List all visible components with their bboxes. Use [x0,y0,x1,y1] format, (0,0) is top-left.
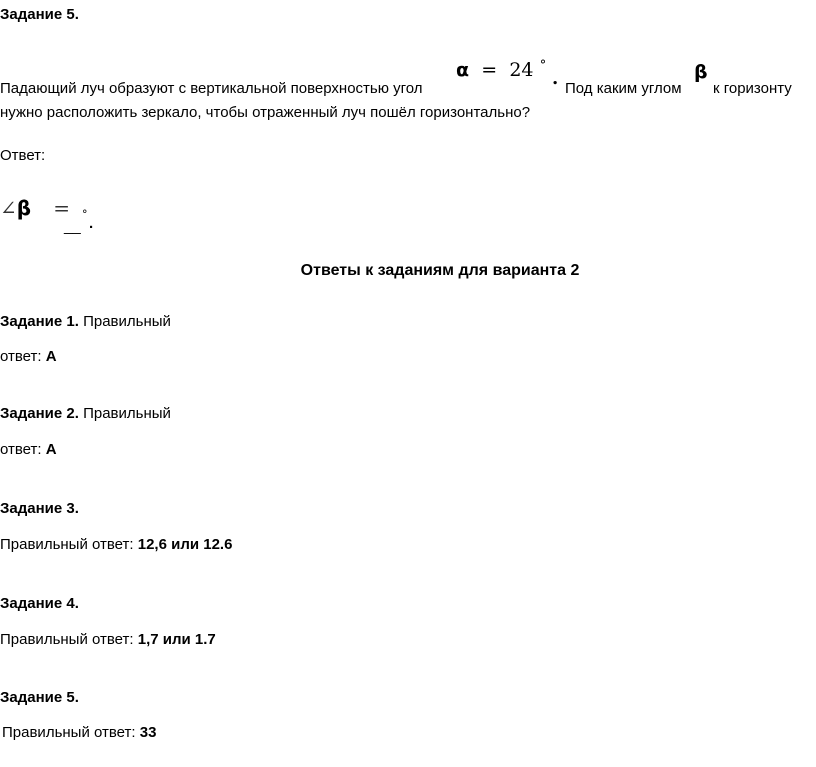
alpha-formula [456,58,546,85]
answer-formula [0,195,70,224]
answer-item-3-heading: Задание 3. [0,500,79,517]
answer-item-5-line [2,724,156,742]
answer-item-5-heading: Задание 5. [0,689,79,706]
alpha-symbol: α [456,59,470,81]
task5-text-line2: нужно расположить зеркало, чтобы отраженный луч пошёл горизонтально? [0,104,531,121]
answer-item-1-line1 [0,313,171,331]
answer-degree: ° [82,208,88,221]
answer-item-2-line1 [0,405,171,423]
angle-symbol: ∠ [0,196,17,220]
answer-item-3-value: 12,6 или 12.6 [137,536,233,553]
task5-text-part1: Падающий луч образуют с вертикальной поверхностью угол [0,80,423,97]
answer-item-1-line2 [0,348,57,366]
answer-item-4-label: Правильный ответ: [0,631,134,648]
task5-text-part3: к горизонту [713,80,792,97]
answer-item-2-text: Правильный [83,405,171,422]
answer-dot: . [89,215,94,232]
answer-item-1-heading: Задание 1. [0,313,79,330]
answer-item-4-heading: Задание 4. [0,595,79,612]
answers-title: Ответы к заданиям для варианта 2 [300,262,580,279]
answer-item-1-value: А [45,348,57,365]
answer-item-5-label: Правильный ответ: [2,724,136,741]
answer-label: Ответ: [0,147,46,164]
answer-blank: __ [64,218,81,235]
alpha-value: 24 [509,59,534,81]
alpha-dot: . [552,68,559,89]
answer-item-2-value: А [45,441,57,458]
answer-equals: = [53,196,71,220]
answer-beta-symbol: β [16,196,32,220]
answer-item-2-label: ответ: [0,441,42,458]
answer-item-4-value: 1,7 или 1.7 [137,631,216,648]
alpha-degree: ° [539,58,547,73]
answer-item-4-line [0,631,216,649]
task5-heading: Задание 5. [0,6,79,23]
answer-item-3-line [0,536,232,554]
beta-symbol: β [694,61,708,83]
task5-text-part2: Под каким углом [565,80,682,97]
answer-item-1-label: ответ: [0,348,42,365]
answer-item-2-heading: Задание 2. [0,405,79,422]
alpha-equals: = [481,59,498,81]
answer-item-2-line2 [0,441,57,459]
answer-item-3-label: Правильный ответ: [0,536,134,553]
answer-item-1-text: Правильный [83,313,171,330]
answer-item-5-value: 33 [139,724,157,741]
